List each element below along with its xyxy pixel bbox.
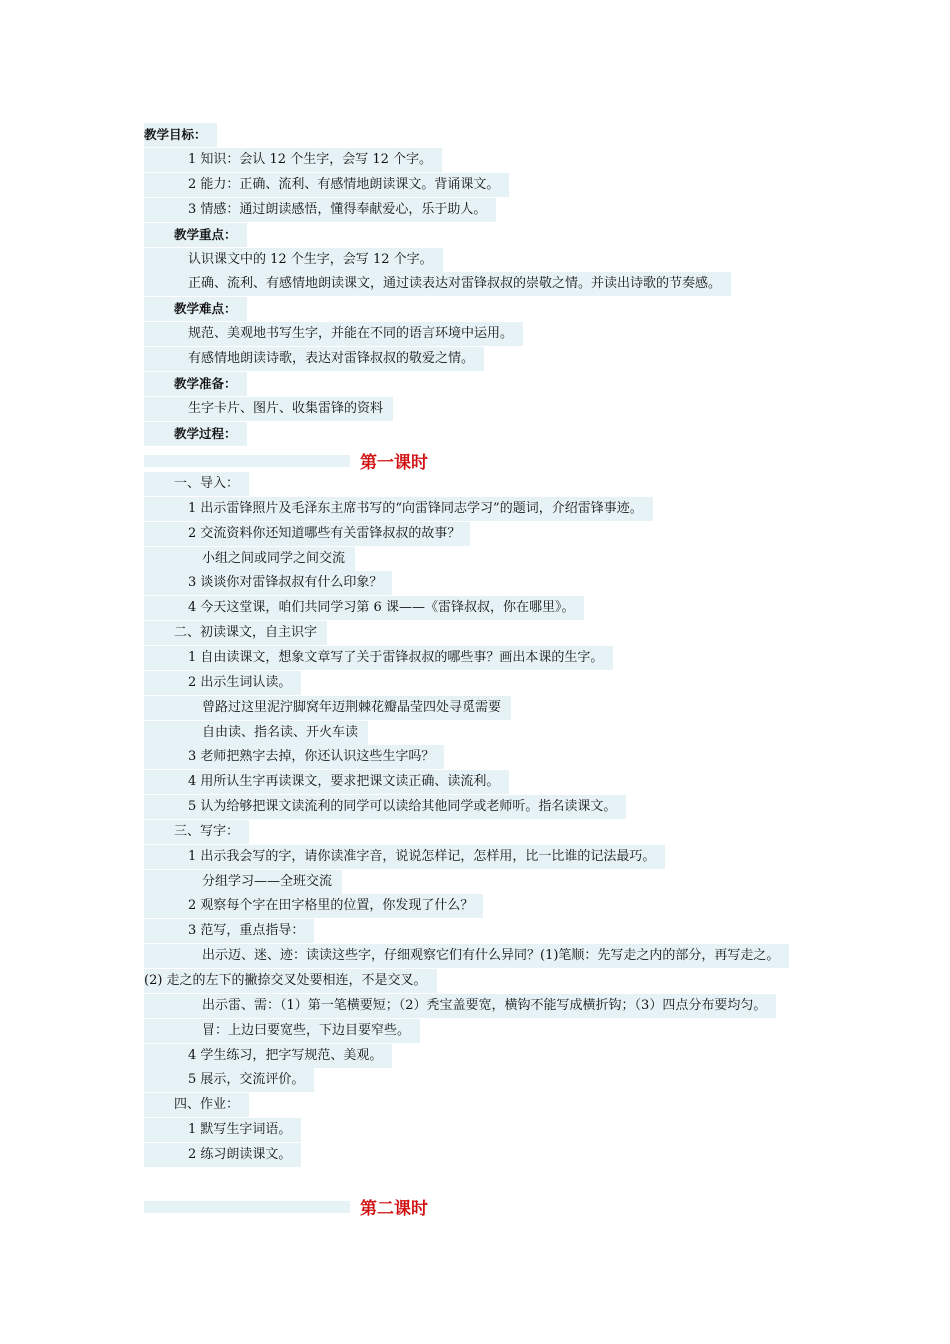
text-line [144,173,509,197]
text-line [144,522,470,546]
text-line [144,721,368,745]
text-line [144,297,247,321]
paragraph-text: 3 老师把熟字去掉，你还认识这些生字吗？ [144,745,444,769]
text-line [144,994,776,1018]
text-line [144,596,584,620]
text-line [144,497,653,521]
text-line [144,919,314,943]
text-line [144,397,393,421]
text-line [144,571,392,595]
paragraph-text: 冒：上边曰要宽些，下边目要窄些。 [144,1019,420,1043]
paragraph-text: 规范、美观地书写生字，并能在不同的语言环境中运用。 [144,322,523,346]
paragraph-text: 2 出示生词认读。 [144,671,301,695]
title-shade-bar [144,1201,350,1213]
text-line [144,1143,301,1167]
text-line [144,795,626,819]
paragraph-text: (2) 走之的左下的撇捺交叉处要相连，不是交叉。 [144,969,437,993]
paragraph-text: 1 出示雷锋照片及毛泽东主席书写的“向雷锋同志学习”的题词，介绍雷锋事迹。 [144,497,653,521]
text-line [144,894,483,918]
paragraph-text: 出示雷、需：（1）第一笔横要短；（2）秃宝盖要宽，横钩不能写成横折钩；（3）四点分布要均匀。 [144,994,776,1018]
text-line [144,969,437,993]
text-line [144,745,444,769]
section-heading: 教学过程： [144,422,247,446]
paragraph-text: 1 默写生字词语。 [144,1118,301,1142]
text-line [144,248,443,272]
text-line [144,1118,301,1142]
section-heading: 教学难点： [144,297,247,321]
paragraph-text: 3 谈谈你对雷锋叔叔有什么印象？ [144,571,392,595]
paragraph-text: 2 交流资料你还知道哪些有关雷锋叔叔的故事？ [144,522,470,546]
paragraph-text: 2 能力：正确、流利、有感情地朗读课文。背诵课文。 [144,173,509,197]
paragraph-text: 四、作业： [144,1093,249,1117]
text-line [144,223,247,247]
text-line [144,422,247,446]
paragraph-text: 曾路过这里泥泞脚窝年迈荆棘花瓣晶莹四处寻觅需要 [144,696,511,720]
text-line [144,547,355,571]
paragraph-text: 自由读、指名读、开火车读 [144,721,368,745]
paragraph-text: 有感情地朗读诗歌，表达对雷锋叔叔的敬爱之情。 [144,347,484,371]
paragraph-text: 认识课文中的 12 个生字，会写 12 个字。 [144,248,443,272]
paragraph-text: 5 展示，交流评价。 [144,1068,314,1092]
text-line [144,845,665,869]
paragraph-text: 3 情感：通过朗读感悟，懂得奉献爱心，乐于助人。 [144,198,496,222]
text-line [144,646,613,670]
section-heading: 教学重点： [144,223,247,247]
paragraph-text: 4 今天这堂课，咱们共同学习第 6 课——《雷锋叔叔，你在哪里》。 [144,596,584,620]
paragraph-text: 正确、流利、有感情地朗读课文，通过读表达对雷锋叔叔的崇敬之情。并读出诗歌的节奏感。 [144,272,731,296]
text-line [144,671,301,695]
text-line [144,1044,392,1068]
text-line [144,372,247,396]
paragraph-text: 出示迈、迷、迹：读读这些字，仔细观察它们有什么异同？(1)笔顺：先写走之内的部分，再写走之。 [144,944,789,968]
text-line [144,820,249,844]
paragraph-text: 2 练习朗读课文。 [144,1143,301,1167]
paragraph-text: 三、写字： [144,820,249,844]
text-line [144,1093,249,1117]
title-shade-bar [144,455,350,467]
section-heading: 教学目标： [144,123,217,147]
text-line [144,272,731,296]
text-line [144,123,217,147]
paragraph-text: 4 学生练习，把字写规范、美观。 [144,1044,392,1068]
paragraph-text: 分组学习——全班交流 [144,870,342,894]
text-line [144,1068,314,1092]
text-line [144,944,789,968]
section-title-text: 第一课时 [360,453,428,473]
text-line [144,1019,420,1043]
text-line [144,696,511,720]
paragraph-text: 小组之间或同学之间交流 [144,547,355,571]
paragraph-text: 生字卡片、图片、收集雷锋的资料 [144,397,393,421]
section-title-text: 第二课时 [360,1199,428,1219]
text-line [144,322,523,346]
paragraph-text: 5 认为给够把课文读流利的同学可以读给其他同学或老师听。指名读课文。 [144,795,626,819]
section-title-second-lesson [144,1194,428,1222]
paragraph-text: 1 知识：会认 12 个生字，会写 12 个字。 [144,148,442,172]
paragraph-text: 2 观察每个字在田字格里的位置，你发现了什么？ [144,894,483,918]
section-heading: 教学准备： [144,372,247,396]
text-line [144,621,327,645]
text-line [144,198,496,222]
paragraph-text: 3 范写，重点指导： [144,919,314,943]
paragraph-text: 二、初读课文，自主识字 [144,621,327,645]
text-line [144,347,484,371]
paragraph-text: 1 自由读课文，想象文章写了关于雷锋叔叔的哪些事？画出本课的生字。 [144,646,613,670]
text-line [144,148,442,172]
paragraph-text: 1 出示我会写的字，请你读准字音，说说怎样记，怎样用，比一比谁的记法最巧。 [144,845,665,869]
text-line [144,770,509,794]
paragraph-text: 一、导入： [144,472,249,496]
text-line [144,472,249,496]
text-line [144,870,342,894]
paragraph-text: 4 用所认生字再读课文，要求把课文读正确、读流利。 [144,770,509,794]
